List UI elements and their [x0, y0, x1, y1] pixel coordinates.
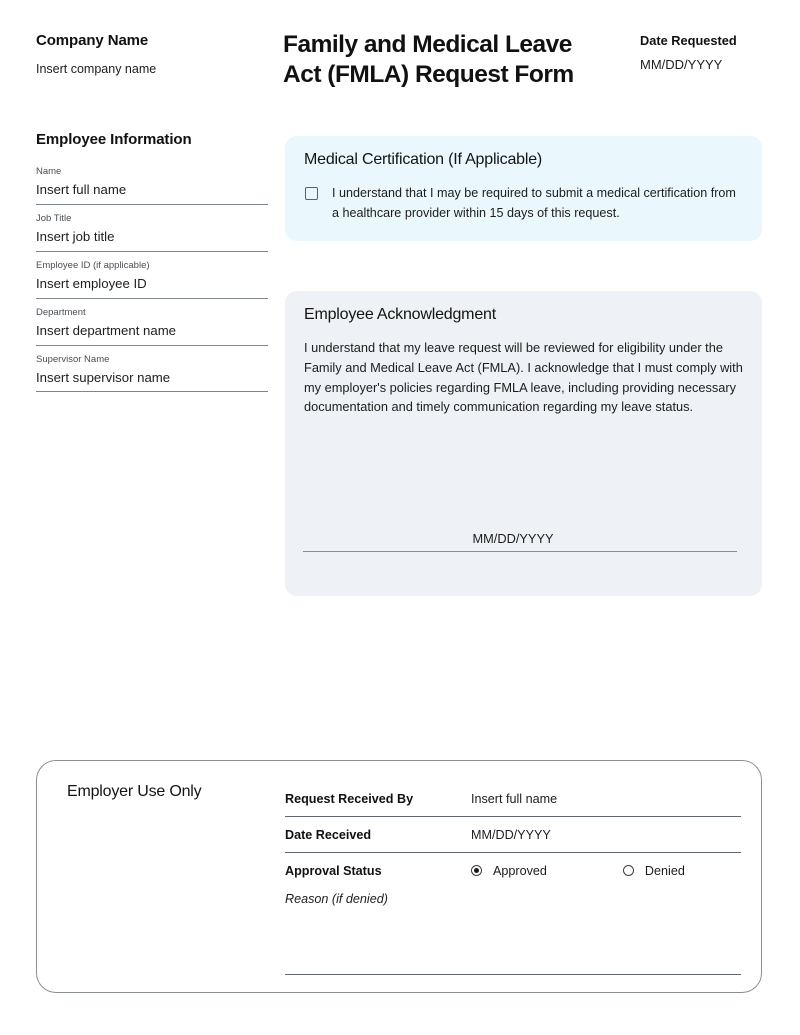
company-name-input[interactable]: Insert company name — [36, 62, 157, 76]
employee-information-heading: Employee Information — [36, 131, 192, 148]
date-received-label: Date Received — [285, 827, 372, 842]
medical-certification-heading: Medical Certification (If Applicable) — [304, 151, 543, 168]
medical-certification-checkbox-label: I understand that I may be required to submit a medical certification from a healthcare provider within 15 days of this request. — [332, 186, 736, 220]
field-supervisor-name[interactable] — [36, 354, 268, 393]
field-department-input[interactable]: Insert department name — [36, 323, 177, 339]
employer-use-only-table — [285, 781, 741, 888]
checkbox-icon[interactable] — [305, 187, 318, 200]
radio-option-approved-label: Approved — [493, 863, 547, 878]
radio-option-denied-label: Denied — [644, 863, 685, 878]
company-block — [36, 32, 266, 76]
field-job-title-input[interactable]: Insert job title — [36, 229, 115, 245]
employee-acknowledgment-panel — [285, 291, 762, 596]
medical-certification-panel — [285, 136, 762, 241]
date-requested-block — [640, 33, 790, 72]
radio-selected-icon[interactable] — [471, 865, 482, 876]
date-requested-label: Date Requested — [640, 33, 737, 48]
field-supervisor-name-input[interactable]: Insert supervisor name — [36, 369, 171, 385]
field-employee-id-label: Employee ID (if applicable) — [36, 259, 150, 271]
field-supervisor-name-label: Supervisor Name — [36, 353, 110, 365]
field-job-title-label: Job Title — [36, 212, 72, 224]
employee-information-section — [36, 131, 268, 400]
date-received-input[interactable]: MM/DD/YYYY — [471, 827, 551, 842]
approval-status-radio-group — [471, 864, 761, 878]
company-name-label: Company Name — [36, 32, 149, 49]
request-received-by-label: Request Received By — [285, 791, 414, 806]
field-employee-id[interactable] — [36, 260, 268, 299]
page-title: Family and Medical Leave Act (FMLA) Request Form — [283, 31, 574, 88]
page-header — [0, 0, 800, 110]
field-employee-id-input[interactable]: Insert employee ID — [36, 276, 147, 292]
approval-status-label: Approval Status — [285, 863, 382, 878]
field-name-label: Name — [36, 166, 62, 177]
reason-if-denied-label: Reason (if denied) — [285, 892, 388, 906]
employer-use-only-section — [36, 760, 762, 993]
signature-line[interactable] — [303, 551, 737, 552]
radio-option-denied[interactable] — [623, 864, 685, 878]
table-row[interactable] — [285, 781, 741, 817]
field-department[interactable] — [36, 307, 268, 346]
field-job-title[interactable] — [36, 213, 268, 252]
radio-unselected-icon[interactable] — [623, 865, 634, 876]
employee-acknowledgment-body: I understand that my leave request will be reviewed for eligibility under the Family and Medical Leave Act (FMLA). I acknowledge that I must comply with my employer's policies regarding FMLA leave, including providing necessary documentation and timely communication regarding my leave status. — [304, 340, 743, 415]
request-received-by-input[interactable]: Insert full name — [471, 791, 558, 806]
reason-if-denied-input[interactable] — [285, 974, 741, 975]
employee-acknowledgment-heading: Employee Acknowledgment — [304, 306, 496, 323]
field-department-label: Department — [36, 306, 86, 318]
radio-option-approved[interactable] — [471, 864, 547, 878]
date-requested-input[interactable]: MM/DD/YYYY — [640, 57, 723, 72]
field-name[interactable] — [36, 166, 268, 205]
approval-status-row — [285, 853, 741, 888]
signature-area — [303, 531, 737, 552]
table-row[interactable] — [285, 817, 741, 853]
employer-use-only-heading: Employer Use Only — [67, 783, 202, 800]
field-name-input[interactable]: Insert full name — [36, 182, 127, 198]
signature-date-input[interactable]: MM/DD/YYYY — [472, 531, 554, 546]
medical-certification-checkbox-row[interactable] — [305, 184, 745, 223]
